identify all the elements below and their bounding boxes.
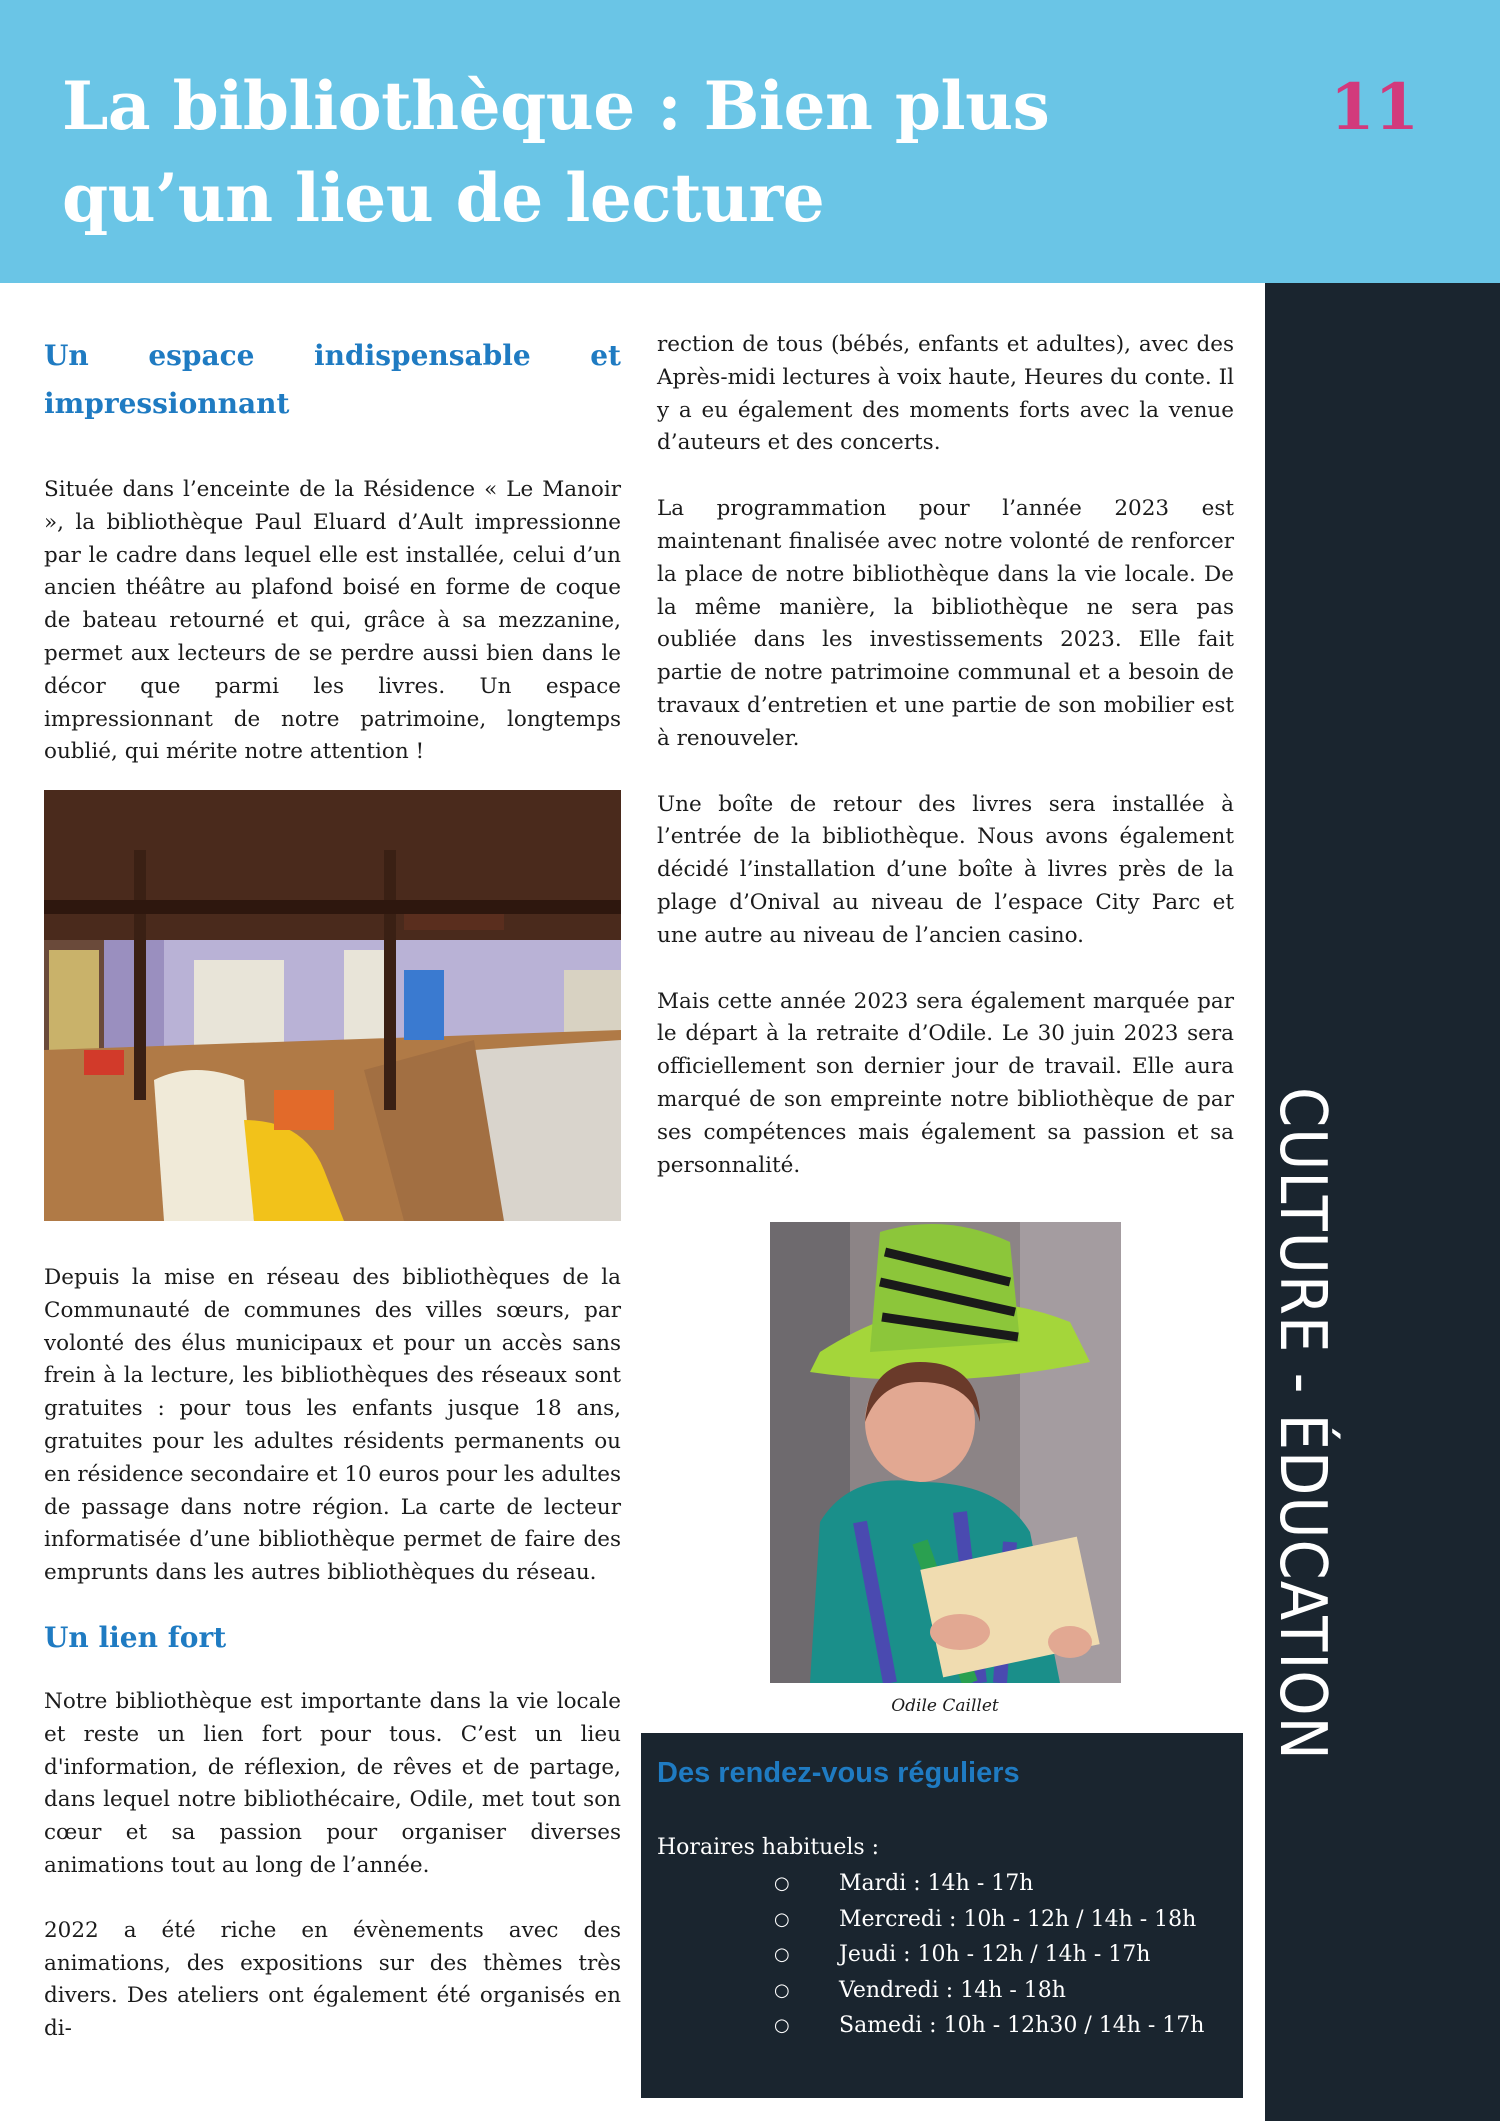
- heading-espace: Un espace indispensable et impressionnant: [44, 339, 621, 420]
- bullet-icon: ○: [774, 1908, 790, 1930]
- library-interior-image: [44, 790, 621, 1221]
- odile-portrait-photo: [770, 1222, 1121, 1683]
- odile-portrait-image: [770, 1222, 1121, 1683]
- schedule-item-text: Mardi : 14h - 17h: [839, 1871, 1034, 1896]
- paragraph-programmation: La programmation pour l’année 2023 est maintenant finalisée avec notre volonté de renforcer la place de notre bibliothèque dans la vie locale. De la même manière, la bibliothèque ne sera pas oubliée dans les investissements 2023. Elle fait partie de notre patrimoine communal et a besoin de travaux d’entretien et une partie de son mobilier est à renouveler.: [657, 496, 1234, 751]
- schedule-item-mercredi: [641, 1902, 1204, 1938]
- left-column-bottom: [44, 1262, 621, 2046]
- schedule-item-text: Mercredi : 10h - 12h / 14h - 18h: [839, 1906, 1197, 1932]
- paragraph-animations: rection de tous (bébés, enfants et adultes), avec des Après-midi lectures à voix haute, Heures du conte. Il y a eu également des moments forts avec la venue d’auteurs et des concerts.: [657, 332, 1234, 456]
- bullet-icon: ○: [774, 1944, 790, 1965]
- photo-caption: Odile Caillet: [891, 1696, 999, 1716]
- schedule-item-mardi: [641, 1866, 1204, 1902]
- heading-lien-fort: Un lien fort: [44, 1620, 227, 1654]
- schedule-item-vendredi: [641, 1973, 1204, 2009]
- paragraph-lien-fort: Notre bibliothèque est importante dans la vie locale et reste un lien fort pour tous. C’est un lieu d'information, de réflexion, de rêves et de partage, dans lequel notre bibliothécaire, Odile, met tout son cœur et sa passion pour organiser diverses animations tout au long de l’année.: [44, 1688, 621, 1878]
- schedule-item-samedi: [641, 2008, 1204, 2044]
- schedule-item-jeudi: [641, 1937, 1204, 1973]
- paragraph-reseau: Depuis la mise en réseau des bibliothèques de la Communauté de communes des villes sœurs, par volonté des élus municipaux et pour un accès sans frein à la lecture, les bibliothèques des réseaux sont gratuites : pour tous les enfants jusque 18 ans, gratuites pour les adultes résidents permanents ou en résidence secondaire et 10 euros pour les adultes de passage dans notre région. La carte de lecteur informatisée d’une bibliothèque permet de faire des emprunts dans les autres bibliothèques du réseau.: [44, 1265, 622, 1586]
- page-title: La bibliothèque : Bien plus qu’un lieu de lecture: [62, 67, 1050, 237]
- paragraph-retraite: Mais cette année 2023 sera également marquée par le départ à la retraite d’Odile. Le 30 juin 2023 sera officiellement son dernier jour de travail. Elle aura marqué de son empreinte notre bibliothèque de par ses compétences mais également sa passion et sa personnalité.: [657, 988, 1234, 1178]
- schedule-item-text: Jeudi : 10h - 12h / 14h - 17h: [839, 1942, 1151, 1967]
- page-header: [0, 0, 1500, 283]
- library-interior-photo: [44, 790, 621, 1221]
- right-column: [657, 329, 1234, 1182]
- page-number: 11: [1330, 70, 1420, 145]
- bullet-icon: ○: [774, 2015, 790, 2036]
- schedule-item-text: Vendredi : 14h - 18h: [839, 1977, 1066, 2003]
- paragraph-2022: 2022 a été riche en évènements avec des animations, des expositions sur des thèmes très divers. Des ateliers ont également été organisés en di-: [44, 1917, 621, 2042]
- paragraph-boite-livres: Une boîte de retour des livres sera installée à l’entrée de la bibliothèque. Nous avons également décidé l’installation d’une boîte à livres près de la plage d’Onival au niveau de l’espace City Parc et une autre au niveau de l’ancien casino.: [657, 791, 1234, 948]
- section-label: CULTURE - ÉDUCATION: [1265, 1087, 1339, 1761]
- bullet-icon: ○: [774, 1979, 790, 2001]
- bullet-icon: ○: [774, 1873, 790, 1894]
- schedule-list: [641, 1866, 1204, 2044]
- paragraph-espace: Située dans l’enceinte de la Résidence « Le Manoir », la bibliothèque Paul Eluard d’Ault impressionne par le cadre dans lequel elle est installée, celui d’un ancien théâtre au plafond boisé en forme de coque de bateau retourné et qui, grâce à sa mezzanine, permet aux lecteurs de se perdre aussi bien dans le décor que parmi les livres. Un espace impressionnant de notre patrimoine, longtemps oublié, qui mérite notre attention !: [44, 477, 621, 765]
- schedule-item-text: Samedi : 10h - 12h30 / 14h - 17h: [839, 2013, 1205, 2038]
- left-column-top: [44, 332, 621, 769]
- schedule-title: Des rendez-vous réguliers: [657, 1757, 1020, 1789]
- schedule-box: [641, 1733, 1243, 2098]
- schedule-subtitle: Horaires habituels :: [657, 1835, 880, 1860]
